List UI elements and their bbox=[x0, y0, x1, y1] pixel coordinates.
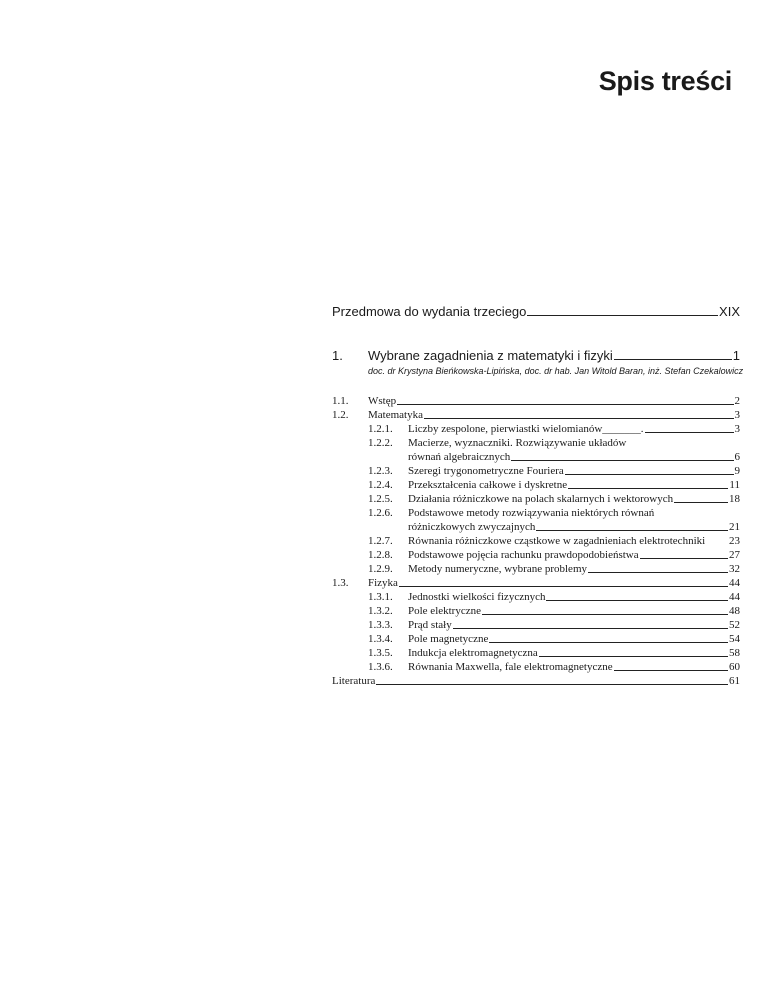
entry-page: 58 bbox=[729, 647, 740, 659]
entry-page: 18 bbox=[729, 493, 740, 505]
entry-page: 6 bbox=[734, 451, 740, 463]
chapter-title: Wybrane zagadnienia z matematyki i fizyki bbox=[368, 348, 613, 363]
toc-entry[interactable] bbox=[408, 646, 740, 660]
entry-number: 1.2.6. bbox=[368, 507, 393, 519]
leader-line bbox=[489, 642, 728, 643]
toc-entry[interactable] bbox=[408, 492, 740, 506]
toc-entry[interactable] bbox=[408, 604, 740, 618]
leader-line bbox=[539, 656, 728, 657]
entry-number: 1.3.3. bbox=[368, 619, 393, 631]
leader-line bbox=[536, 530, 728, 531]
leader-line bbox=[424, 418, 734, 419]
leader-line bbox=[640, 558, 728, 559]
preface-page: XIX bbox=[719, 304, 740, 319]
entry-number: 1.3.6. bbox=[368, 661, 393, 673]
entry-page: 3 bbox=[734, 423, 740, 435]
entry-page: 11 bbox=[729, 479, 740, 491]
chapter-number: 1. bbox=[332, 348, 343, 363]
leader-line bbox=[546, 600, 728, 601]
entry-title: Prąd stały bbox=[408, 619, 452, 631]
leader-line bbox=[527, 315, 718, 316]
entry-number: 1.2.9. bbox=[368, 563, 393, 575]
entry-page: 48 bbox=[729, 605, 740, 617]
chapter-page: 1 bbox=[732, 348, 740, 363]
entry-title: Wstęp bbox=[368, 395, 397, 407]
entry-number: 1.2.4. bbox=[368, 479, 393, 491]
entry-title: Metody numeryczne, wybrane problemy bbox=[408, 563, 587, 575]
entry-title: Liczby zespolone, pierwiastki wielomianów_______. bbox=[408, 423, 644, 435]
entry-number: 1.3.4. bbox=[368, 633, 393, 645]
entry-number: 1.2.3. bbox=[368, 465, 393, 477]
leader-line bbox=[399, 586, 728, 587]
leader-line bbox=[674, 502, 728, 503]
toc-entry[interactable] bbox=[408, 520, 740, 534]
entry-page: 27 bbox=[729, 549, 740, 561]
entry-title: Podstawowe pojęcia rachunku prawdopodobieństwa bbox=[408, 549, 639, 561]
entry-page: 23 bbox=[729, 535, 740, 547]
toc-entry[interactable] bbox=[368, 408, 740, 422]
leader-line bbox=[614, 670, 728, 671]
entry-page: 44 bbox=[729, 591, 740, 603]
entry-page: 44 bbox=[729, 577, 740, 589]
entry-number: 1.1. bbox=[332, 395, 349, 407]
entry-page: 54 bbox=[729, 633, 740, 645]
entry-title: Równania Maxwella, fale elektromagnetyczne bbox=[408, 661, 613, 673]
toc-entry[interactable] bbox=[408, 660, 740, 674]
toc-entry[interactable] bbox=[408, 450, 740, 464]
entry-number: 1.2.1. bbox=[368, 423, 393, 435]
entry-number: 1.2.8. bbox=[368, 549, 393, 561]
leader-line bbox=[614, 359, 732, 360]
toc-entry[interactable] bbox=[408, 478, 740, 492]
entry-title-continued: różniczkowych zwyczajnych bbox=[408, 521, 536, 533]
toc-entry-line1[interactable] bbox=[408, 436, 740, 450]
entry-page: 60 bbox=[729, 661, 740, 673]
leader-line bbox=[397, 404, 733, 405]
toc-entry[interactable] bbox=[408, 618, 740, 632]
entry-title: Matematyka bbox=[368, 409, 423, 421]
leader-line bbox=[588, 572, 728, 573]
leader-line bbox=[376, 684, 728, 685]
toc-entry[interactable] bbox=[368, 576, 740, 590]
entry-page: 61 bbox=[729, 675, 740, 687]
entry-title: Jednostki wielkości fizycznych bbox=[408, 591, 546, 603]
preface-label: Przedmowa do wydania trzeciego bbox=[332, 304, 527, 319]
preface-entry[interactable] bbox=[332, 304, 740, 319]
leader-line bbox=[453, 628, 728, 629]
entry-number: 1.3.2. bbox=[368, 605, 393, 617]
entry-title: Równania różniczkowe cząstkowe w zagadnieniach elektrotechniki bbox=[408, 535, 706, 547]
entry-page: 52 bbox=[729, 619, 740, 631]
entry-title: Pole magnetyczne bbox=[408, 633, 489, 645]
entry-title: Pole elektryczne bbox=[408, 605, 481, 617]
entry-page: 32 bbox=[729, 563, 740, 575]
entry-page: 21 bbox=[729, 521, 740, 533]
entry-title: Literatura bbox=[332, 675, 376, 687]
entry-title: Podstawowe metody rozwiązywania niektórych równań bbox=[408, 507, 655, 519]
entry-number: 1.2.2. bbox=[368, 437, 393, 449]
page-title: Spis treści bbox=[598, 66, 732, 96]
entry-title: Macierze, wyznaczniki. Rozwiązywanie układów bbox=[408, 437, 627, 449]
entry-page: 9 bbox=[734, 465, 740, 477]
leader-line bbox=[568, 488, 728, 489]
entry-number: 1.3. bbox=[332, 577, 349, 589]
toc-entry[interactable] bbox=[368, 394, 740, 408]
entry-title-continued: równań algebraicznych bbox=[408, 451, 511, 463]
entry-title: Przekształcenia całkowe i dyskretne bbox=[408, 479, 568, 491]
leader-line bbox=[511, 460, 733, 461]
chapter-entry[interactable] bbox=[332, 348, 740, 363]
toc-entry[interactable] bbox=[408, 562, 740, 576]
entry-number: 1.2. bbox=[332, 409, 349, 421]
entry-number: 1.3.5. bbox=[368, 647, 393, 659]
toc-entry[interactable] bbox=[408, 464, 740, 478]
entry-title: Indukcja elektromagnetyczna bbox=[408, 647, 538, 659]
leader-line bbox=[645, 432, 734, 433]
toc-entry[interactable] bbox=[408, 548, 740, 562]
toc-entry[interactable] bbox=[408, 422, 740, 436]
entry-number: 1.2.7. bbox=[368, 535, 393, 547]
entry-number: 1.2.5. bbox=[368, 493, 393, 505]
toc-entry[interactable] bbox=[408, 632, 740, 646]
toc-entry[interactable] bbox=[408, 534, 740, 548]
toc-entry[interactable] bbox=[408, 590, 740, 604]
entry-page: 3 bbox=[734, 409, 740, 421]
toc-entry-line1[interactable] bbox=[408, 506, 740, 520]
leader-line bbox=[565, 474, 734, 475]
entry-page: 2 bbox=[734, 395, 740, 407]
entry-title: Działania różniczkowe na polach skalarnych i wektorowych bbox=[408, 493, 674, 505]
chapter-authors: doc. dr Krystyna Bieńkowska-Lipińska, doc. dr hab. Jan Witold Baran, inż. Stefan Czekalowicz bbox=[368, 366, 744, 376]
entry-title: Szeregi trygonometryczne Fouriera bbox=[408, 465, 564, 477]
entry-number: 1.3.1. bbox=[368, 591, 393, 603]
leader-line bbox=[482, 614, 728, 615]
toc-entry[interactable] bbox=[332, 674, 740, 688]
entry-title: Fizyka bbox=[368, 577, 398, 589]
